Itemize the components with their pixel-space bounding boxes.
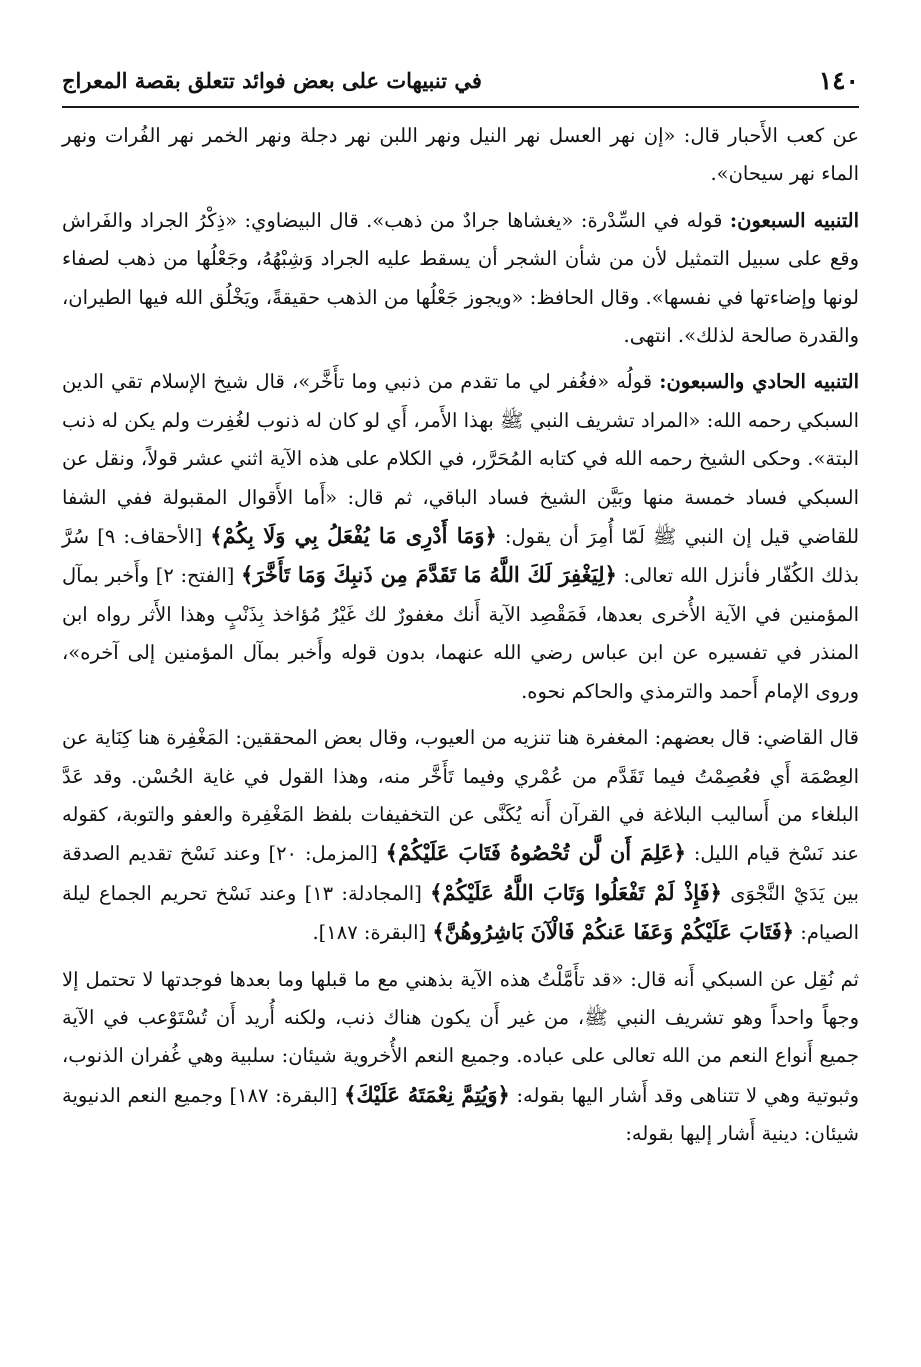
paragraph-text: عن كعب الأَحبار قال: «إن نهر العسل نهر النيل ونهر اللبن نهر دجلة ونهر الخمر نهر الفُرات ونهر الماء نهر سيحان». (62, 124, 859, 186)
paragraph-text: [البقرة: ١٨٧]. (312, 921, 433, 945)
page-number: ١٤٠ (818, 65, 859, 95)
paragraph-tanbih-70 (62, 202, 859, 356)
paragraph-qadi (62, 719, 859, 952)
body-text (62, 117, 859, 1154)
paragraph-text: [الفتح: ٢] وأَخبر بمآل المؤمنين في الآية الأُخرى بعدها، فَمَقْصِد الآية أَنك مغفورٌ لك غَيْرُ مُؤاخذ بِذَنْبٍ وهذا الأَثر رواه ابن المنذر في تفسيره عن ابن عباس رضي الله عنهما، بدون قوله وأَخبر بمآل المؤمنين إلى آخره»، وروى الإمام أَحمد والترمذي والحاكم نحوه. (62, 564, 859, 703)
running-header (62, 60, 859, 100)
paragraph-text: [المجادلة: ١٣] وعند نَسْخ تحريم الجماع ليلة الصيام: (62, 881, 859, 945)
quran-verse: ﴿لِيَغْفِرَ لَكَ اللَّهُ مَا تَقَدَّمَ مِن ذَنبِكَ وَمَا تَأَخَّرَ﴾ (241, 562, 617, 588)
paragraph-kab-al-ahbar (62, 117, 859, 194)
quran-verse: ﴿فَإِذْ لَمْ تَفْعَلُوا وَتَابَ اللَّهُ عَلَيْكُمْ﴾ (430, 879, 722, 905)
paragraph-text: قولُه «فغُفر لي ما تقدم من ذنبي وما تأَخَّر»، قال شيخ الإسلام تقي الدين السبكي رحمه الله: «المراد تشريف النبي ﷺ بهذا الأَمر، أَي لو كان له ذنوب لغُفِرت ولم يكن له ذنب البتة». وحكى الشيخ رحمه الله في كتابه المُحَرَّر، في الكلام على هذه الآية اثني عشر قولاً، ونقل عن السبكي فساد خمسة منها وبَيَّن الشيخ فساد الباقي، ثم قال: «أَما الأَقوال المقبولة ففي الشفا للقاضي قيل إن النبي ﷺ لَمّا أُمِرَ أن يقول: (62, 370, 860, 549)
quran-verse: ﴿فَتَابَ عَلَيْكُمْ وَعَفَا عَنكُمْ فَالْآنَ بَاشِرُوهُنَّ﴾ (432, 919, 795, 945)
paragraph-text: قوله في السِّدْرة: «يغشاها جرادٌ من ذهب». قال البيضاوي: «ذِكْرُ الجراد والفَراش وقع على سبيل التمثيل لأن من شأن الشجر أن يسقط عليه الجراد وَشِبْهُهُ، وجَعْلُها من ذهب لصفاء لونها وإضاءتها في نفسها». وقال الحافظ: «ويجوز جَعْلُها من الذهب حقيقةً، ويَخْلُق الله فيها الطيران، والقدرة صالحة لذلك». انتهى. (62, 208, 859, 348)
quran-verse: ﴿عَلِمَ أَن لَّن تُحْصُوهُ فَتَابَ عَلَيْكُمْ﴾ (385, 840, 686, 866)
paragraph-text: [الأحقاف: ٩] سُرَّ بذلك الكُفّار فأنزل الله تعالى: (62, 525, 859, 588)
paragraph-tanbih-71 (62, 363, 859, 711)
paragraph-text: [المزمل: ٢٠] وعند نَسْخ تقديم الصدقة بين يَدَيْ النَّجْوَى (62, 842, 859, 905)
running-title: في تنبيهات على بعض فوائد تتعلق بقصة المعراج (62, 67, 482, 93)
paragraph-text: ثم نُقِل عن السبكي أَنه قال: «قد تأَمَّلْتُ هذه الآية بذهني مع ما قبلها وما بعدها فوجدتها لا تحتمل إلا وجهاً واحداً وهو تشريف النبي ﷺ، من غير أَن يكون هناك ذنب، ولكنه أُريد أَن تُسْتَوْعب في الآية جميع أَنواع النعم من الله تعالى على عباده. وجميع النعم الأُخروية شيئان: سلبية وهي غُفران الذنوب، وثبوتية وهي لا تتناهى وقد أَشار اليها بقوله: (62, 967, 859, 1107)
section-heading: التنبيه السبعون: (729, 208, 859, 232)
section-heading: التنبيه الحادي والسبعون: (659, 370, 859, 394)
quran-verse: ﴿وَمَا أَدْرِى مَا يُفْعَلُ بِي وَلَا بِكُمْ﴾ (210, 523, 497, 549)
quran-verse: ﴿وَيُتِمَّ نِعْمَتَهُ عَلَيْكَ﴾ (344, 1081, 510, 1107)
paragraph-subki (62, 961, 859, 1154)
paragraph-text: قال القاضي: قال بعضهم: المغفرة هنا تنزيه من العيوب، وقال بعض المحققين: المَغْفِرة هنا كِنَاية عن العِصْمَة أَي فعُصِمْتُ فيما تَقَدَّم من عُمْري وفيما تَأَخَّر منه، وهذا القول في غاية الحُسْن. وقد عَدَّ البلغاء من أَساليب البلاغة في القرآن أَنه يُكَنَّى عن التخفيفات بلفظ المَغْفِرة والعفو والتوبة، كقوله عند نَسْخ قيام الليل: (62, 726, 860, 866)
header-rule (62, 106, 859, 108)
paragraph-text: [البقرة: ١٨٧] وجميع النعم الدنيوية شيئان: دينية أَشار إليها بقوله: (62, 1083, 859, 1146)
